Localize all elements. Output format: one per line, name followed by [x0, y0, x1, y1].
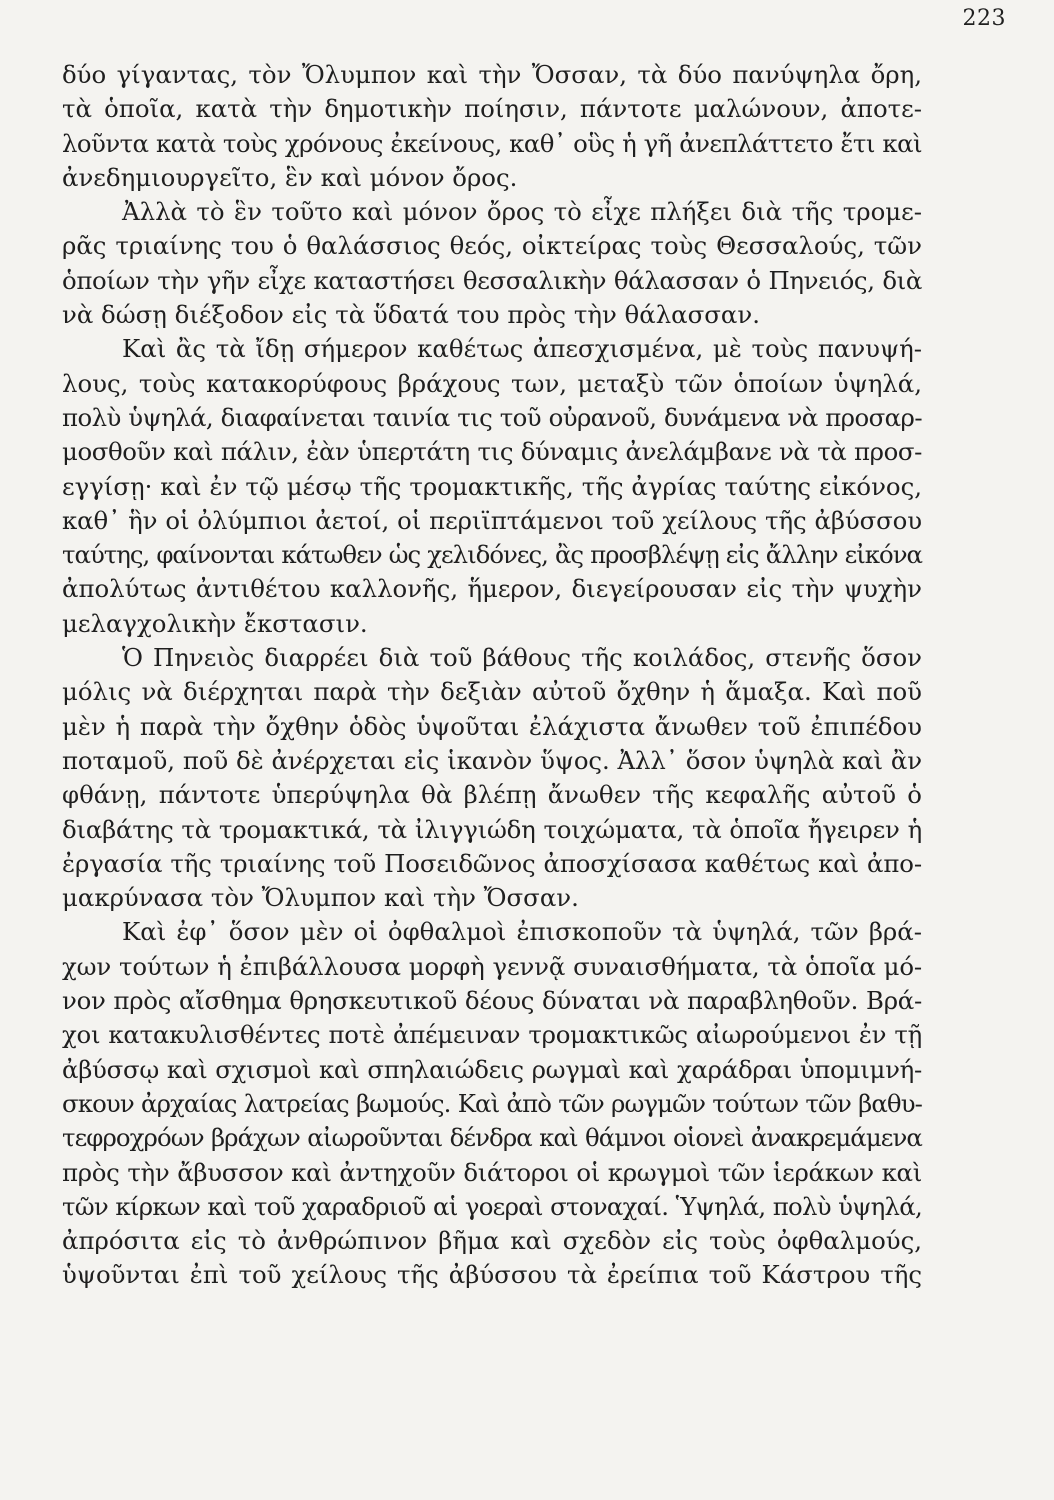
text-line: ἀπολύτως ἀντιθέτου καλλονῆς, ἥμερον, διεγείρουσαν εἰς τὴν ψυχὴν [62, 574, 922, 604]
text-line: νον πρὸς αἴσθημα θρησκευτικοῦ δέους δύναται νὰ παραβληθοῦν. Βρά- [62, 986, 922, 1016]
text-line: τῶν κίρκων καὶ τοῦ χαραδριοῦ αἱ γοεραὶ στοναχαί. Ὑψηλά, πολὺ ὑψηλά, [62, 1191, 922, 1221]
text-line: χων τούτων ἡ ἐπιβάλλουσα μορφὴ γεννᾷ συναισθήματα, τὰ ὁποῖα μό- [62, 951, 922, 981]
text-line: διαβάτης τὰ τρομακτικά, τὰ ἰλιγγιώδη τοιχώματα, τὰ ὁποῖα ἤγειρεν ἡ [62, 814, 922, 844]
text-line: εγγίσῃ· καὶ ἐν τῷ μέσῳ τῆς τρομακτικῆς, τῆς ἀγρίας ταύτης εἰκόνος, [62, 471, 922, 501]
text-line: μελαγχολικὴν ἔκστασιν. [62, 608, 368, 638]
text-line: ποταμοῦ, ποῦ δὲ ἀνέρχεται εἰς ἱκανὸν ὕψος. Ἀλλ᾽ ὅσον ὑψηλὰ καὶ ἂν [62, 745, 922, 775]
text-line: φθάνῃ, πάντοτε ὑπερύψηλα θὰ βλέπῃ ἄνωθεν τῆς κεφαλῆς αὐτοῦ ὁ [62, 780, 922, 810]
text-line: καθ᾽ ἣν οἱ ὀλύμπιοι ἀετοί, οἱ περιϊπτάμενοι τοῦ χείλους τῆς ἀβύσσου [62, 505, 922, 535]
text-line: ρᾶς τριαίνης του ὁ θαλάσσιος θεός, οἰκτείρας τοὺς Θεσσαλούς, τῶν [62, 231, 922, 261]
text-line: λοῦντα κατὰ τοὺς χρόνους ἐκείνους, καθ᾽ οὓς ἡ γῆ ἀνεπλάττετο ἔτι καὶ [62, 128, 922, 158]
text-line: ταύτης, φαίνονται κάτωθεν ὡς χελιδόνες, ἂς προσβλέψῃ εἰς ἄλλην εἰκόνα [62, 540, 922, 570]
text-line: ὑψοῦνται ἐπὶ τοῦ χείλους τῆς ἀβύσσου τὰ ἐρείπια τοῦ Κάστρου τῆς [62, 1260, 922, 1290]
text-line: Ἀλλὰ τὸ ἓν τοῦτο καὶ μόνον ὄρος τὸ εἶχε πλήξει διὰ τῆς τρομε- [122, 197, 922, 227]
text-line: ἀβύσσῳ καὶ σχισμοὶ καὶ σπηλαιώδεις ρωγμαὶ καὶ χαράδραι ὑπομιμνή- [62, 1054, 922, 1084]
text-line: πρὸς τὴν ἄβυσσον καὶ ἀντηχοῦν διάτοροι οἱ κρωγμοὶ τῶν ἱεράκων καὶ [62, 1157, 922, 1187]
text-line: μοσθοῦν καὶ πάλιν, ἐὰν ὑπερτάτη τις δύναμις ἀνελάμβανε νὰ τὰ προσ- [62, 437, 922, 467]
text-line: μακρύνασα τὸν Ὄλυμπον καὶ τὴν Ὄσσαν. [62, 883, 579, 913]
text-line: Ὁ Πηνειὸς διαρρέει διὰ τοῦ βάθους τῆς κοιλάδος, στενῆς ὅσον [122, 643, 922, 673]
body-text [62, 58, 922, 1293]
text-line: τὰ ὁποῖα, κατὰ τὴν δημοτικὴν ποίησιν, πάντοτε μαλώνουν, ἀποτε- [62, 94, 922, 124]
text-line: μόλις νὰ διέρχηται παρὰ τὴν δεξιὰν αὐτοῦ ὄχθην ἡ ἅμαξα. Καὶ ποῦ [62, 677, 922, 707]
text-line: ὁποίων τὴν γῆν εἶχε καταστήσει θεσσαλικὴν θάλασσαν ὁ Πηνειός, διὰ [62, 265, 922, 295]
text-line: μὲν ἡ παρὰ τὴν ὄχθην ὁδὸς ὑψοῦται ἐλάχιστα ἄνωθεν τοῦ ἐπιπέδου [62, 711, 922, 741]
text-line: χοι κατακυλισθέντες ποτὲ ἀπέμειναν τρομακτικῶς αἰωρούμενοι ἐν τῇ [62, 1020, 922, 1050]
text-line: λους, τοὺς κατακορύφους βράχους των, μεταξὺ τῶν ὁποίων ὑψηλά, [62, 368, 922, 398]
page-number: 223 [962, 6, 1006, 31]
text-line: ἀνεδημιουργεῖτο, ἓν καὶ μόνον ὄρος. [62, 162, 518, 192]
text-line: Καὶ ἂς τὰ ἴδῃ σήμερον καθέτως ἀπεσχισμένα, μὲ τοὺς πανυψή- [122, 334, 922, 364]
text-line: νὰ δώσῃ διέξοδον εἰς τὰ ὕδατά του πρὸς τὴν θάλασσαν. [62, 300, 760, 330]
text-line: ἐργασία τῆς τριαίνης τοῦ Ποσειδῶνος ἀποσχίσασα καθέτως καὶ ἀπο- [62, 848, 922, 878]
text-line: Καὶ ἐφ᾽ ὅσον μὲν οἱ ὀφθαλμοὶ ἐπισκοποῦν τὰ ὑψηλά, τῶν βρά- [122, 917, 922, 947]
text-line: δύο γίγαντας, τὸν Ὄλυμπον καὶ τὴν Ὄσσαν, τὰ δύο πανύψηλα ὄρη, [62, 60, 922, 89]
text-line: ἀπρόσιτα εἰς τὸ ἀνθρώπινον βῆμα καὶ σχεδὸν εἰς τοὺς ὀφθαλμούς, [62, 1226, 922, 1256]
text-line: τεφροχρόων βράχων αἰωροῦνται δένδρα καὶ θάμνοι οἱονεὶ ἀνακρεμάμενα [62, 1123, 922, 1153]
text-line: πολὺ ὑψηλά, διαφαίνεται ταινία τις τοῦ οὐρανοῦ, δυνάμενα νὰ προσαρ- [62, 402, 922, 432]
text-line: σκουν ἀρχαίας λατρείας βωμούς. Καὶ ἀπὸ τῶν ρωγμῶν τούτων τῶν βαθυ- [62, 1088, 922, 1118]
